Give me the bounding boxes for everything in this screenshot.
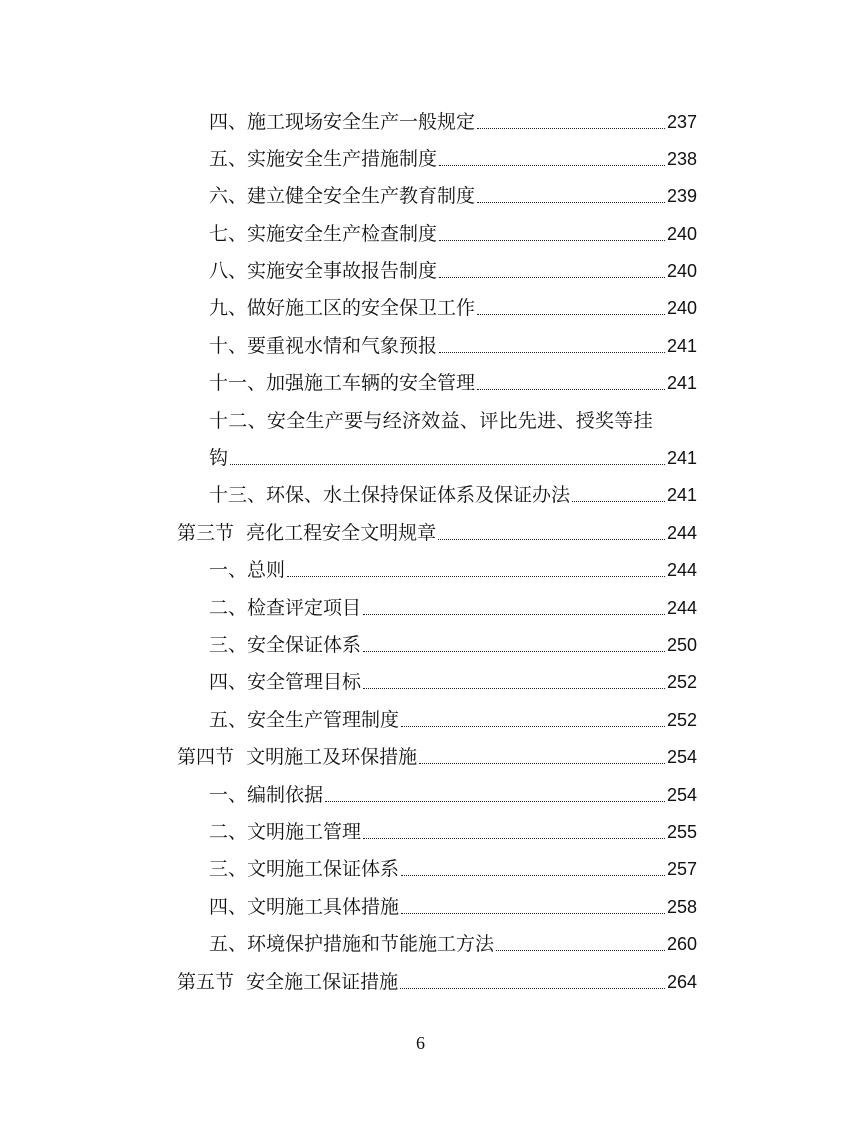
- dot-leader: [477, 202, 665, 203]
- dot-leader: [439, 165, 665, 166]
- toc-entry[interactable]: [209, 249, 697, 283]
- toc-entry-label: 一、总则: [209, 559, 286, 581]
- toc-entry-page: 252: [666, 672, 697, 692]
- toc-entry-page: 240: [666, 261, 697, 281]
- toc-entry[interactable]: [209, 885, 697, 919]
- toc-entry[interactable]: [209, 174, 697, 208]
- toc-entry-label: 七、实施安全生产检查制度: [209, 223, 438, 245]
- toc-entry-label: 八、实施安全事故报告制度: [209, 260, 438, 282]
- toc-entry[interactable]: [209, 361, 697, 395]
- toc-entry-page: 254: [666, 747, 697, 767]
- dot-leader: [363, 838, 665, 839]
- toc-entry-label: 第四节 文明施工及环保措施: [177, 746, 418, 768]
- toc-entry-page: 260: [666, 934, 697, 954]
- toc-entry[interactable]: [209, 286, 697, 320]
- toc-entry-label: 五、环境保护措施和节能施工方法: [209, 933, 495, 955]
- toc-entry[interactable]: [209, 773, 697, 807]
- toc-entry-label: 第三节 亮化工程安全文明规章: [177, 522, 437, 544]
- dot-leader: [363, 614, 665, 615]
- dot-leader: [496, 950, 665, 951]
- toc-entry-page: 241: [666, 485, 697, 505]
- toc-entry-page: 252: [666, 710, 697, 730]
- toc-entry-label: 十三、环保、水土保持保证体系及保证办法: [209, 484, 571, 506]
- toc-entry-page: 241: [666, 448, 697, 468]
- dot-leader: [477, 314, 665, 315]
- toc-entry-label: 二、文明施工管理: [209, 821, 362, 843]
- toc-entry[interactable]: [209, 847, 697, 881]
- toc-entry-label: 二、检查评定项目: [209, 597, 362, 619]
- toc-entry-wrapped-first-line[interactable]: [209, 399, 697, 433]
- toc-entry-label: 五、安全生产管理制度: [209, 709, 400, 731]
- dot-leader: [477, 389, 665, 390]
- toc-entry[interactable]: [209, 473, 697, 507]
- toc-entry-page: 240: [666, 224, 697, 244]
- toc-entry[interactable]: [209, 548, 697, 582]
- toc-entry-page: 240: [666, 298, 697, 318]
- dot-leader: [439, 277, 665, 278]
- toc-entry-page: 241: [666, 373, 697, 393]
- toc-entry[interactable]: [209, 922, 697, 956]
- toc-entry-label: 六、建立健全安全生产教育制度: [209, 185, 476, 207]
- toc-entry-label: 一、编制依据: [209, 784, 324, 806]
- toc-entry-page: 264: [666, 972, 697, 992]
- dot-leader: [438, 539, 665, 540]
- dot-leader: [419, 763, 665, 764]
- dot-leader: [230, 464, 665, 465]
- dot-leader: [325, 801, 665, 802]
- dot-leader: [477, 128, 665, 129]
- toc-entry[interactable]: [209, 100, 697, 134]
- toc-entry-label: 第五节 安全施工保证措施: [177, 971, 399, 993]
- toc-entry-label: 十、要重视水情和气象预报: [209, 335, 438, 357]
- toc-entry-label: 钩: [209, 447, 229, 469]
- toc-entry-page: 257: [666, 859, 697, 879]
- toc-section-entry[interactable]: [177, 735, 697, 769]
- toc-entry-page: 258: [666, 897, 697, 917]
- toc-entry-label: 四、施工现场安全生产一般规定: [209, 111, 476, 133]
- toc-entry-page: 255: [666, 822, 697, 842]
- toc-entry-page: 250: [666, 635, 697, 655]
- toc-entry[interactable]: [209, 660, 697, 694]
- toc-section-entry[interactable]: [177, 511, 697, 545]
- dot-leader: [400, 988, 665, 989]
- toc-section-entry[interactable]: [177, 960, 697, 994]
- toc-entry[interactable]: [209, 137, 697, 171]
- toc-entry-label: 九、做好施工区的安全保卫工作: [209, 297, 476, 319]
- toc-entry-page: 239: [666, 186, 697, 206]
- toc-entry-page: 244: [666, 560, 697, 580]
- toc-entry-label: 四、安全管理目标: [209, 671, 362, 693]
- toc-entry[interactable]: [209, 586, 697, 620]
- dot-leader: [401, 913, 665, 914]
- dot-leader: [572, 501, 665, 502]
- toc-entry-page: 254: [666, 785, 697, 805]
- toc-entry[interactable]: [209, 324, 697, 358]
- toc-entry-page: 244: [666, 523, 697, 543]
- dot-leader: [363, 651, 665, 652]
- dot-leader: [401, 726, 665, 727]
- dot-leader: [287, 576, 665, 577]
- toc-entry-page: 241: [666, 336, 697, 356]
- toc-entry-label: 五、实施安全生产措施制度: [209, 148, 438, 170]
- toc-entry-label: 三、文明施工保证体系: [209, 858, 400, 880]
- toc-entry-label: 十一、加强施工车辆的安全管理: [209, 372, 476, 394]
- dot-leader: [363, 688, 665, 689]
- toc-entry-page: 237: [666, 112, 697, 132]
- toc-entry[interactable]: [209, 810, 697, 844]
- toc-entry[interactable]: [209, 212, 697, 246]
- toc-entry-wrapped-second-line[interactable]: [209, 436, 697, 470]
- toc-entry-label: 十二、安全生产要与经济效益、评比先进、授奖等挂: [209, 410, 653, 432]
- toc-entry-label: 三、安全保证体系: [209, 634, 362, 656]
- toc-entry-page: 238: [666, 149, 697, 169]
- dot-leader: [439, 240, 665, 241]
- toc-entry[interactable]: [209, 698, 697, 732]
- page-number: 6: [416, 1033, 425, 1053]
- toc-entry-label: 四、文明施工具体措施: [209, 896, 400, 918]
- dot-leader: [401, 875, 665, 876]
- toc-entry-page: 244: [666, 598, 697, 618]
- dot-leader: [439, 352, 665, 353]
- toc-entry[interactable]: [209, 623, 697, 657]
